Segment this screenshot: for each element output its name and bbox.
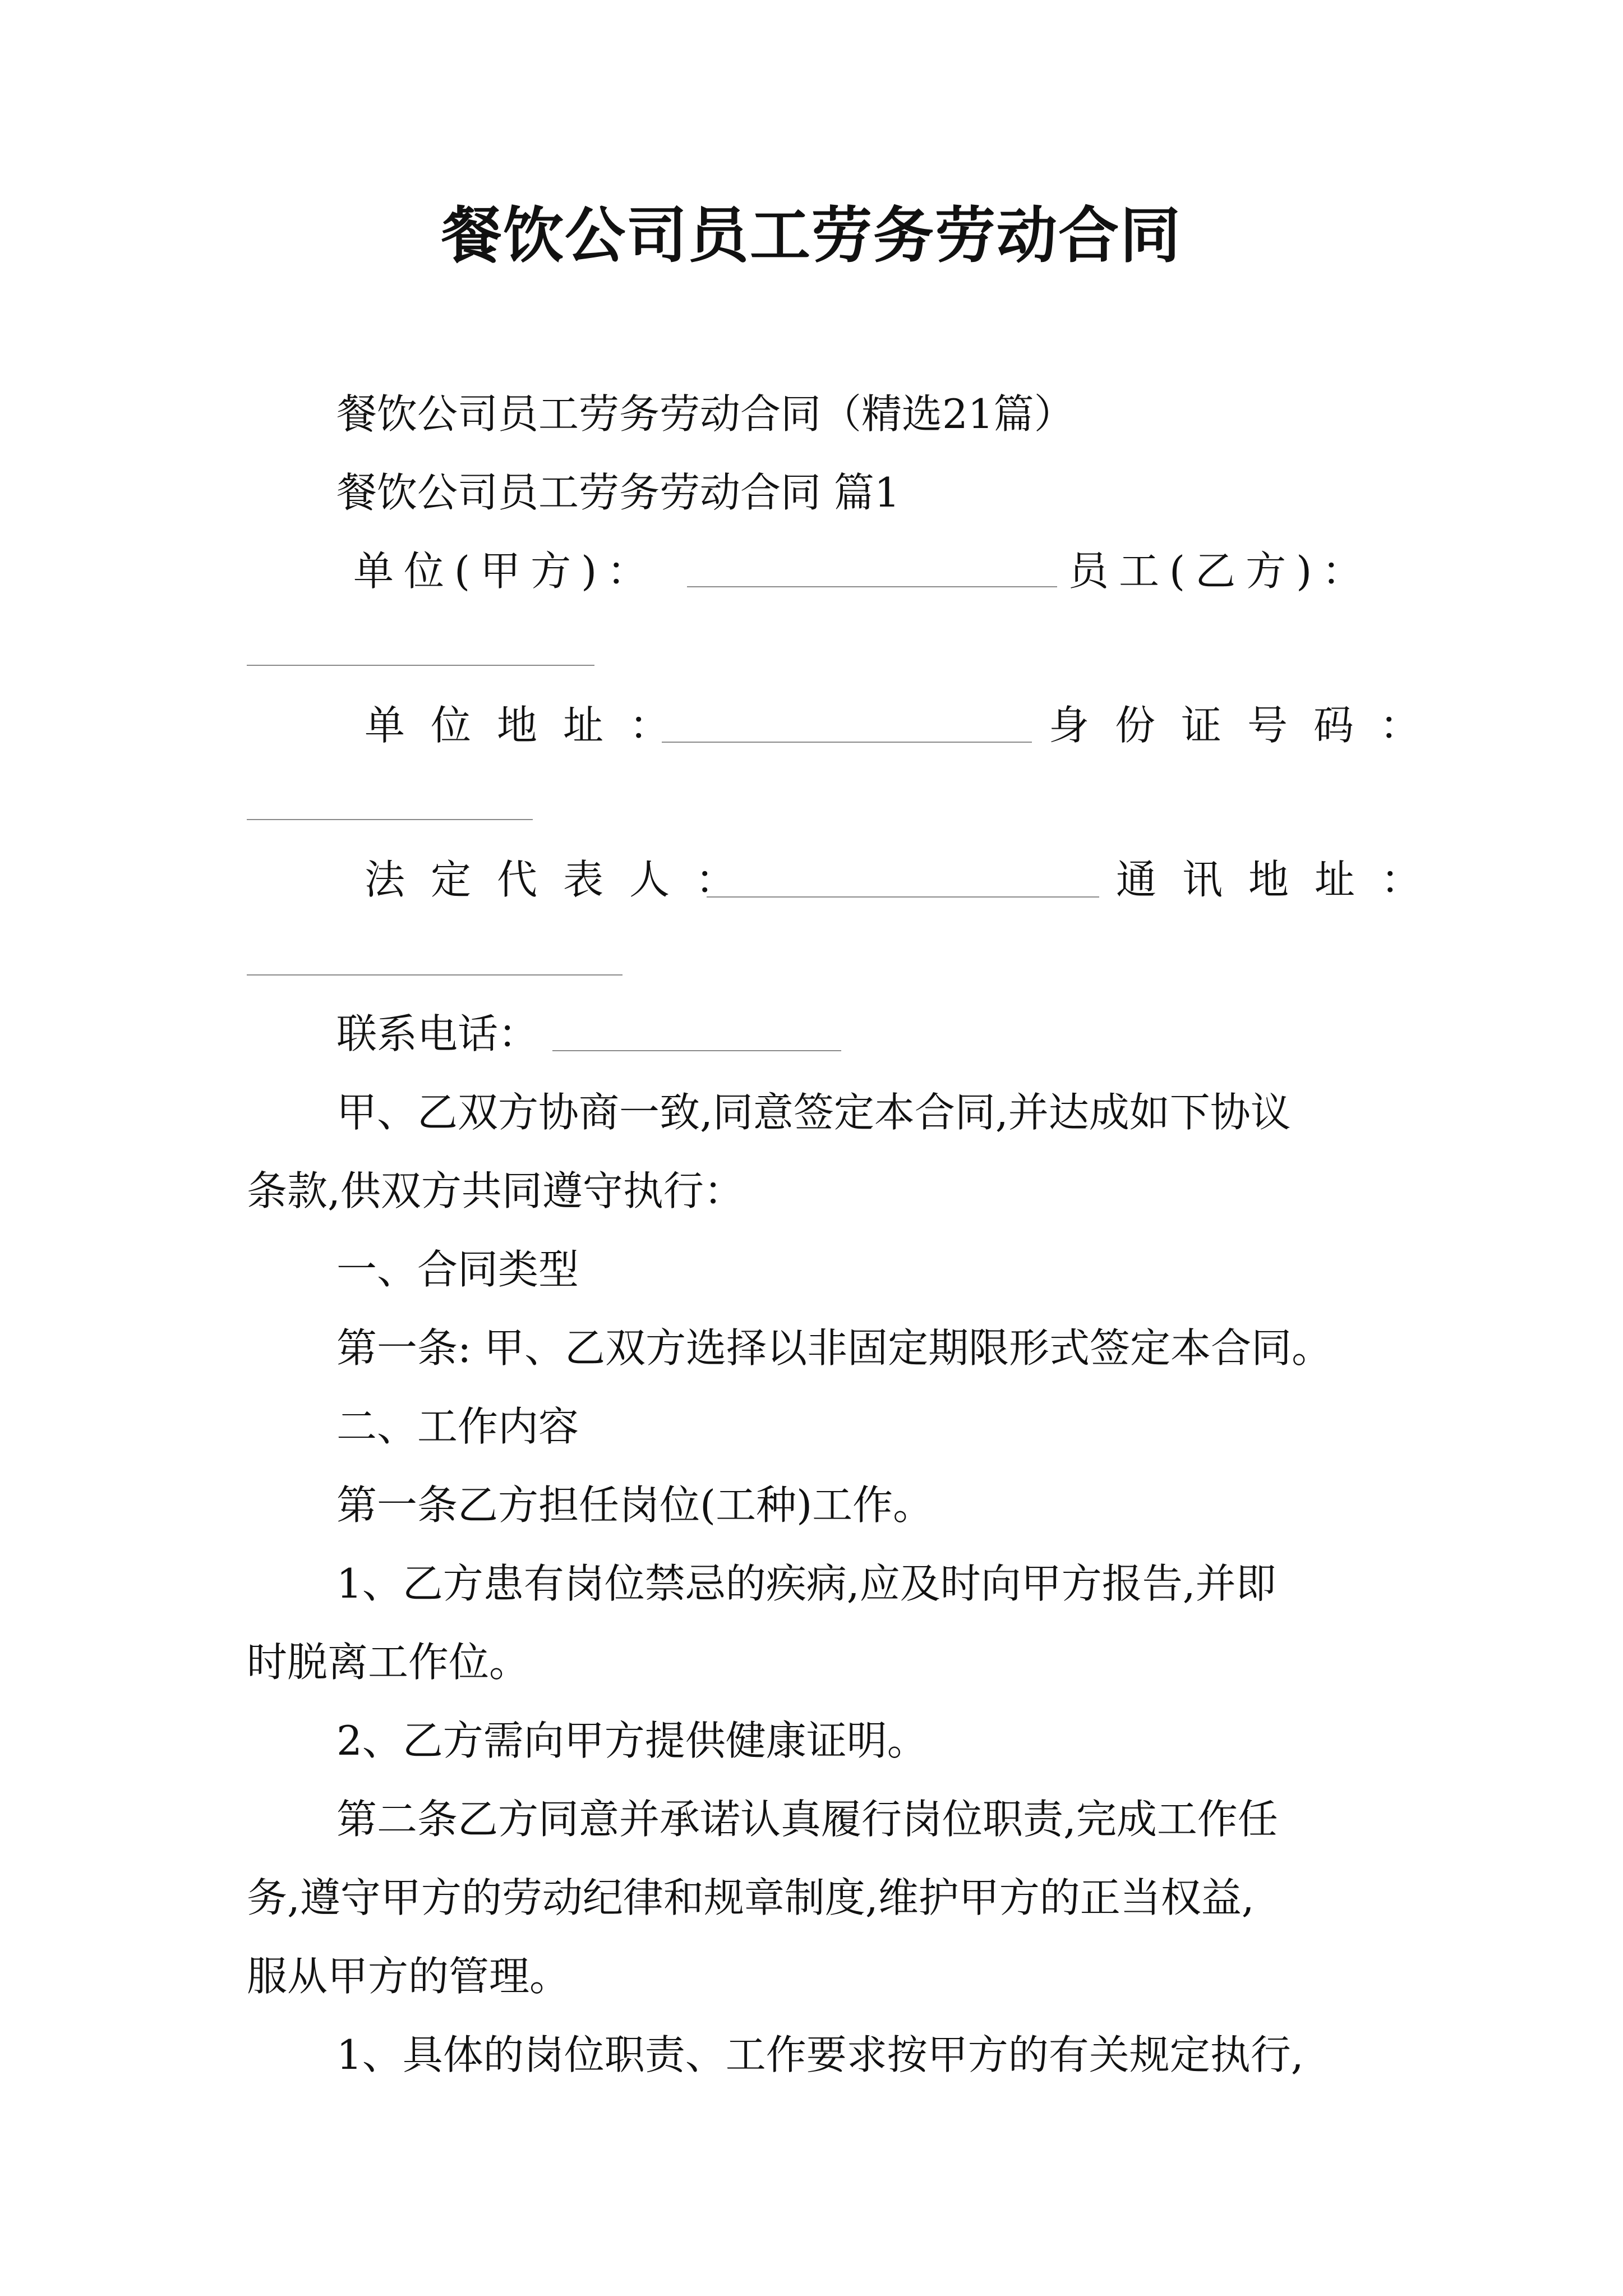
id-number-blank[interactable] [247,819,533,820]
section-heading: 餐饮公司员工劳务劳动合同 篇1 [336,469,900,516]
legal-representative-label: 法定代表人： [365,856,762,903]
id-number-label: 身份证号码： [1049,702,1446,749]
legal-representative-blank[interactable] [707,896,1099,898]
phone-blank[interactable] [552,1050,841,1051]
article-duties-line3: 服从甲方的管理。 [247,1953,570,2000]
paragraph-agreement-line1: 甲、乙双方协商一致,同意签定本合同,并达成如下协议 [336,1089,1291,1136]
address-label: 单位地址： [365,702,696,749]
party-a-label: 单位(甲方)： [353,547,658,595]
mailing-address-label: 通讯地址： [1116,856,1447,903]
clause-job-responsibilities: 1、具体的岗位职责、工作要求按甲方的有关规定执行, [336,2031,1304,2078]
document-title: 餐饮公司员工劳务劳动合同 [441,200,1182,271]
party-b-blank[interactable] [247,665,594,666]
paragraph-agreement-line2: 条款,供双方共同遵守执行： [247,1167,744,1214]
document-subtitle: 餐饮公司员工劳务劳动合同（精选21篇） [336,390,1075,438]
clause-health-certificate: 2、乙方需向甲方提供健康证明。 [336,1717,928,1764]
article-duties-line1: 第二条乙方同意并承诺认真履行岗位职责,完成工作任 [336,1796,1278,1843]
clause-disease-line2: 时脱离工作位。 [247,1639,530,1686]
heading-contract-type: 一、合同类型 [336,1246,579,1293]
party-a-blank[interactable] [687,586,1057,587]
article-contract-type: 第一条: 甲、乙双方选择以非固定期限形式签定本合同。 [336,1324,1332,1372]
article-duties-line2: 务,遵守甲方的劳动纪律和规章制度,维护甲方的正当权益, [247,1874,1255,1921]
phone-label: 联系电话： [336,1010,539,1057]
party-b-label: 员工(乙方)： [1068,547,1373,595]
clause-disease-line1: 1、乙方患有岗位禁忌的疾病,应及时向甲方报告,并即 [336,1560,1276,1607]
heading-work-content: 二、工作内容 [336,1403,579,1450]
article-position: 第一条乙方担任岗位(工种)工作。 [336,1481,934,1529]
mailing-address-blank[interactable] [247,974,623,976]
address-blank[interactable] [662,742,1032,743]
